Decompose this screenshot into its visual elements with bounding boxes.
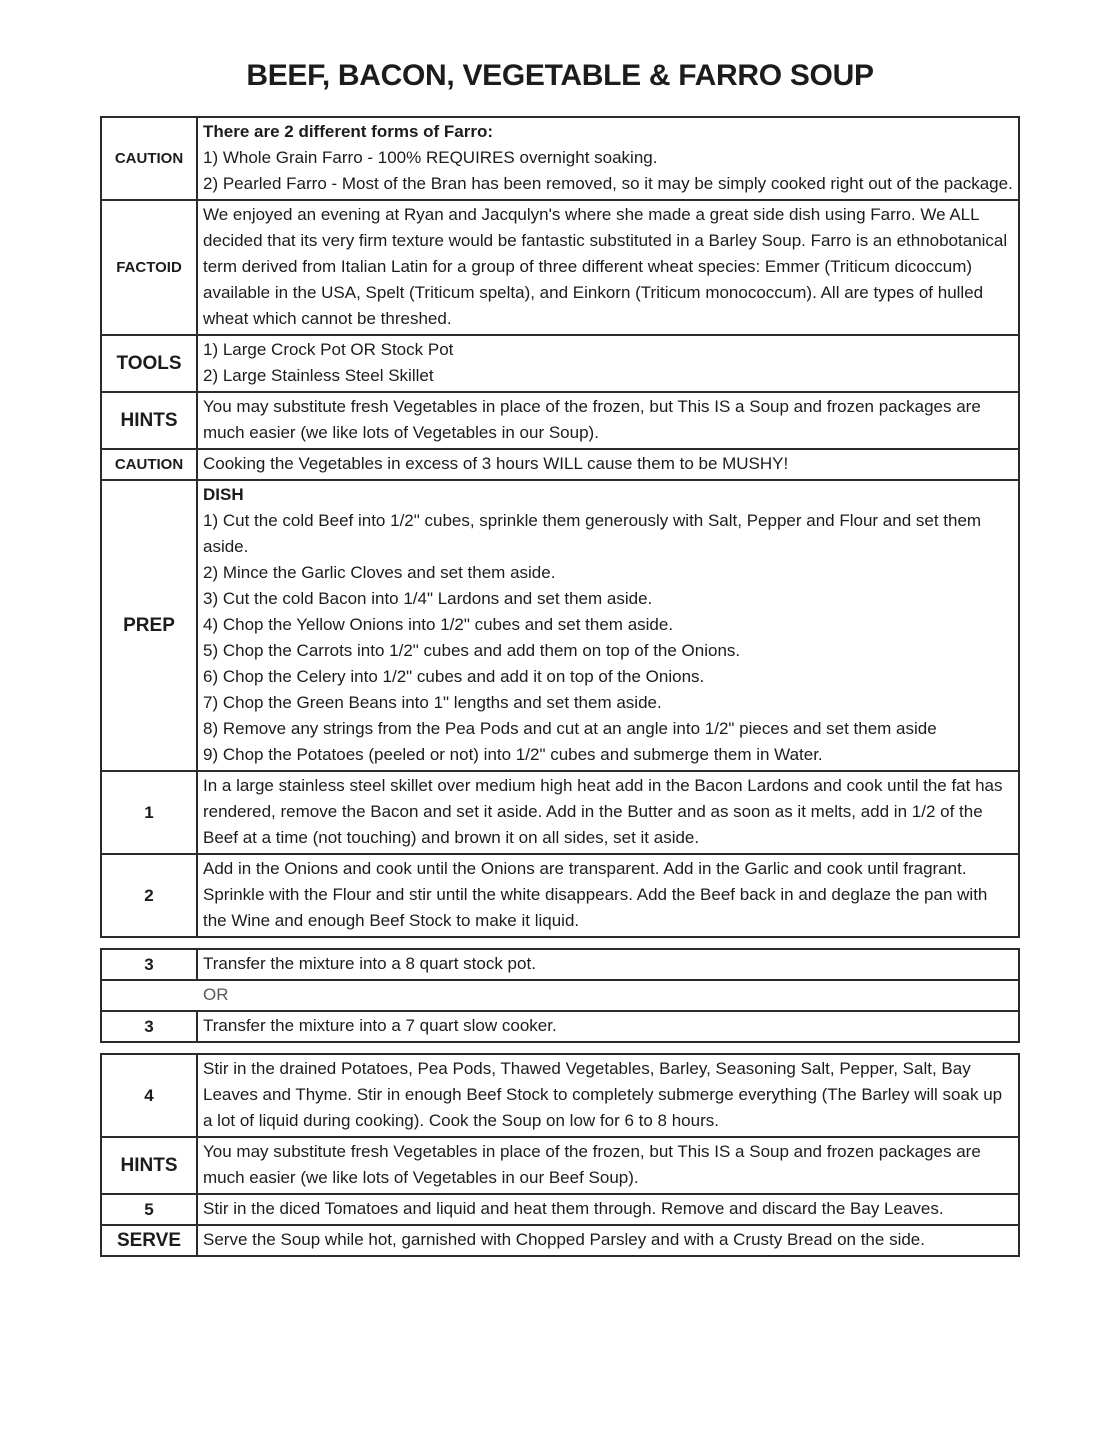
paragraph: 4) Chop the Yellow Onions into 1/2" cubes and set them aside.: [203, 615, 674, 634]
row-label: SERVE: [102, 1226, 198, 1255]
paragraph: 1) Whole Grain Farro - 100% REQUIRES overnight soaking.: [203, 148, 658, 167]
recipe-row-prep: [102, 479, 1018, 770]
paragraph: There are 2 different forms of Farro:: [203, 122, 494, 141]
or-divider-row: [102, 979, 1018, 1010]
row-content: [198, 393, 1018, 448]
row-label: 1: [102, 772, 198, 853]
row-content: [198, 201, 1018, 334]
row-label: HINTS: [102, 393, 198, 448]
paragraph: 2) Pearled Farro - Most of the Bran has been removed, so it may be simply cooked right out of the package.: [203, 174, 1013, 193]
row-label: CAUTION: [102, 118, 198, 199]
section-main: [100, 116, 1020, 938]
section-finish: [100, 1053, 1020, 1257]
section-transfer-options: [100, 948, 1020, 1043]
paragraph: Stir in the diced Tomatoes and liquid and heat them through. Remove and discard the Bay Leaves.: [203, 1199, 944, 1218]
recipe-row-caution: [102, 448, 1018, 479]
row-label: 4: [102, 1055, 198, 1136]
paragraph: 2) Mince the Garlic Cloves and set them aside.: [203, 563, 556, 582]
row-label: 2: [102, 855, 198, 936]
row-content: [198, 336, 1018, 391]
recipe-table: [100, 116, 1020, 1257]
row-content: [198, 855, 1018, 936]
recipe-row-factoid: [102, 199, 1018, 334]
recipe-row-4: [102, 1055, 1018, 1136]
paragraph: In a large stainless steel skillet over medium high heat add in the Bacon Lardons and cook until the fat has rendered, remove the Bacon and set it aside. Add in the Butter and as soon as it melts, add in 1/2 of the Beef at a time (not touching) and brown it on all sides, set it aside.: [203, 776, 1003, 847]
paragraph: Serve the Soup while hot, garnished with Chopped Parsley and with a Crusty Bread on the side.: [203, 1230, 925, 1249]
row-label: PREP: [102, 481, 198, 770]
recipe-row-3: [102, 1010, 1018, 1041]
row-label: HINTS: [102, 1138, 198, 1193]
recipe-row-hints: [102, 391, 1018, 448]
paragraph: Transfer the mixture into a 8 quart stock pot.: [203, 954, 536, 973]
row-content: [198, 450, 1018, 479]
recipe-row-hints: [102, 1136, 1018, 1193]
row-content: [198, 118, 1018, 199]
row-content: [198, 1138, 1018, 1193]
paragraph: 5) Chop the Carrots into 1/2" cubes and add them on top of the Onions.: [203, 641, 741, 660]
row-label: TOOLS: [102, 336, 198, 391]
paragraph: 6) Chop the Celery into 1/2" cubes and add it on top of the Onions.: [203, 667, 705, 686]
paragraph: Stir in the drained Potatoes, Pea Pods, Thawed Vegetables, Barley, Seasoning Salt, Pepper, Salt, Bay Leaves and Thyme. Stir in enough Beef Stock to completely submerge everything (The Barley will soak up a lot of liquid during cooking). Cook the Soup on low for 6 to 8 hours.: [203, 1059, 1003, 1130]
paragraph: 9) Chop the Potatoes (peeled or not) into 1/2" cubes and submerge them in Water.: [203, 745, 823, 764]
row-content: [102, 981, 1018, 1010]
paragraph: 2) Large Stainless Steel Skillet: [203, 366, 434, 385]
paragraph: 1) Large Crock Pot OR Stock Pot: [203, 340, 454, 359]
row-content: [198, 772, 1018, 853]
paragraph: DISH: [203, 485, 244, 504]
row-label: 3: [102, 1012, 198, 1041]
row-content: [198, 1055, 1018, 1136]
row-label: CAUTION: [102, 450, 198, 479]
paragraph: 7) Chop the Green Beans into 1" lengths and set them aside.: [203, 693, 662, 712]
paragraph: You may substitute fresh Vegetables in place of the frozen, but This IS a Soup and frozen packages are much easier (we like lots of Vegetables in our Soup).: [203, 397, 981, 442]
row-label: 5: [102, 1195, 198, 1224]
paragraph: 8) Remove any strings from the Pea Pods and cut at an angle into 1/2" pieces and set them aside: [203, 719, 937, 738]
paragraph: You may substitute fresh Vegetables in place of the frozen, but This IS a Soup and frozen packages are much easier (we like lots of Vegetables in our Beef Soup).: [203, 1142, 981, 1187]
page-title: BEEF, BACON, VEGETABLE & FARRO SOUP: [246, 59, 874, 92]
recipe-row-5: [102, 1193, 1018, 1224]
row-content: [198, 1195, 1018, 1224]
recipe-row-2: [102, 853, 1018, 936]
row-content: [198, 1226, 1018, 1255]
recipe-row-serve: [102, 1224, 1018, 1255]
paragraph: 1) Cut the cold Beef into 1/2" cubes, sprinkle them generously with Salt, Pepper and Flour and set them aside.: [203, 511, 982, 556]
row-content: [198, 950, 1018, 979]
row-content: [198, 1012, 1018, 1041]
recipe-row-caution: [102, 118, 1018, 199]
recipe-row-1: [102, 770, 1018, 853]
row-label: FACTOID: [102, 201, 198, 334]
paragraph: Transfer the mixture into a 7 quart slow cooker.: [203, 1016, 557, 1035]
paragraph: We enjoyed an evening at Ryan and Jacqulyn's where she made a great side dish using Farro. We ALL decided that its very firm texture would be fantastic substituted in a Barley Soup. Farro is an ethnobotanical term derived from Italian Latin for a group of three different wheat species: Emmer (Triticum dicoccum) available in the USA, Spelt (Triticum spelta), and Einkorn (Triticum monococcum). All are types of hulled wheat which cannot be threshed.: [203, 205, 1008, 328]
recipe-row-tools: [102, 334, 1018, 391]
paragraph: OR: [203, 985, 229, 1004]
row-content: [198, 481, 1018, 770]
recipe-row-3: [102, 950, 1018, 979]
paragraph: 3) Cut the cold Bacon into 1/4" Lardons and set them aside.: [203, 589, 653, 608]
paragraph: Add in the Onions and cook until the Onions are transparent. Add in the Garlic and cook until fragrant. Sprinkle with the Flour and stir until the white disappears. Add the Beef back in and deglaze the pan with the Wine and enough Beef Stock to make it liquid.: [203, 859, 988, 930]
row-label: 3: [102, 950, 198, 979]
paragraph: Cooking the Vegetables in excess of 3 hours WILL cause them to be MUSHY!: [203, 454, 789, 473]
